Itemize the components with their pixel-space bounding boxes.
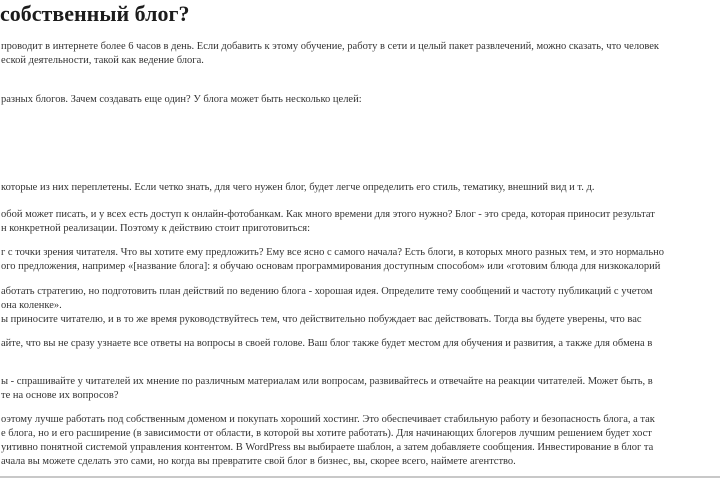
text-line: е блога, но и его расширение (в зависимости от области, в которой вы хотите работать). Для начинающих блогеров лучшим решением будет хост bbox=[1, 428, 652, 439]
text-line: разных блогов. Зачем создавать еще один? У блога может быть несколько целей: bbox=[1, 94, 362, 105]
text-line: ачала вы можете сделать это сами, но когда вы превратите свой блог в бизнес, вы, скорее всего, наймете агентство. bbox=[1, 456, 516, 467]
text-line: ы приносите читателю, и в то же время руководствуйтесь тем, что действительно побуждает вас действовать. Тогда вы будете уверены, что вас bbox=[1, 314, 642, 325]
article-title: собственный блог? bbox=[0, 1, 190, 26]
text-line: г с точки зрения читателя. Что вы хотите ему предложить? Ему все ясно с самого начала? Есть блоги, в которых много разных тем, и это нормально bbox=[1, 247, 665, 258]
text-line: оэтому лучше работать под собственным доменом и покупать хороший хостинг. Это обеспечивает стабильную работу и безопасность блога, а так bbox=[1, 414, 655, 425]
text-line: н конкретной реализации. Поэтому к действию стоит приготовиться: bbox=[1, 223, 310, 234]
text-line: аботать стратегию, но подготовить план действий по ведению блога - хорошая идея. Определите тему сообщений и частоту публикаций с учетом bbox=[1, 286, 653, 297]
text-line: уитивно понятной системой управления контентом. В WordPress вы выбираете шаблон, а затем добавляете сообщения. Инвестирование в блог та bbox=[1, 442, 654, 453]
text-line: обой может писать, и у всех есть доступ к онлайн-фотобанкам. Как много времени для этого нужно? Блог - это среда, которая приносит результат bbox=[1, 209, 655, 220]
text-line: те на основе их вопросов? bbox=[1, 390, 119, 401]
text-line: айте, что вы не сразу узнаете все ответы на вопросы в своей голове. Ваш блог также будет местом для обучения и развития, а также для обмена в bbox=[1, 338, 653, 349]
text-line: проводит в интернете более 6 часов в день. Если добавить к этому обучение, работу в сети и целый пакет развлечений, можно сказать, что человек bbox=[1, 41, 659, 52]
text-line: она коленке». bbox=[1, 300, 62, 311]
text-line: которые из них переплетены. Если четко знать, для чего нужен блог, будет легче определить его стиль, тематику, внешний вид и т. д. bbox=[1, 182, 595, 193]
text-line: ого предложения, например «[название блога]: я обучаю основам программирования доступным способом» или «готовим блюда для низкокалорий bbox=[1, 261, 661, 272]
text-line: ы - спрашивайте у читателей их мнение по различным материалам или вопросам, развивайтесь и отвечайте на реакции читателей. Может быть, в bbox=[1, 376, 653, 387]
bottom-divider bbox=[0, 476, 720, 478]
text-line: еской деятельности, такой как ведение блога. bbox=[1, 55, 204, 66]
